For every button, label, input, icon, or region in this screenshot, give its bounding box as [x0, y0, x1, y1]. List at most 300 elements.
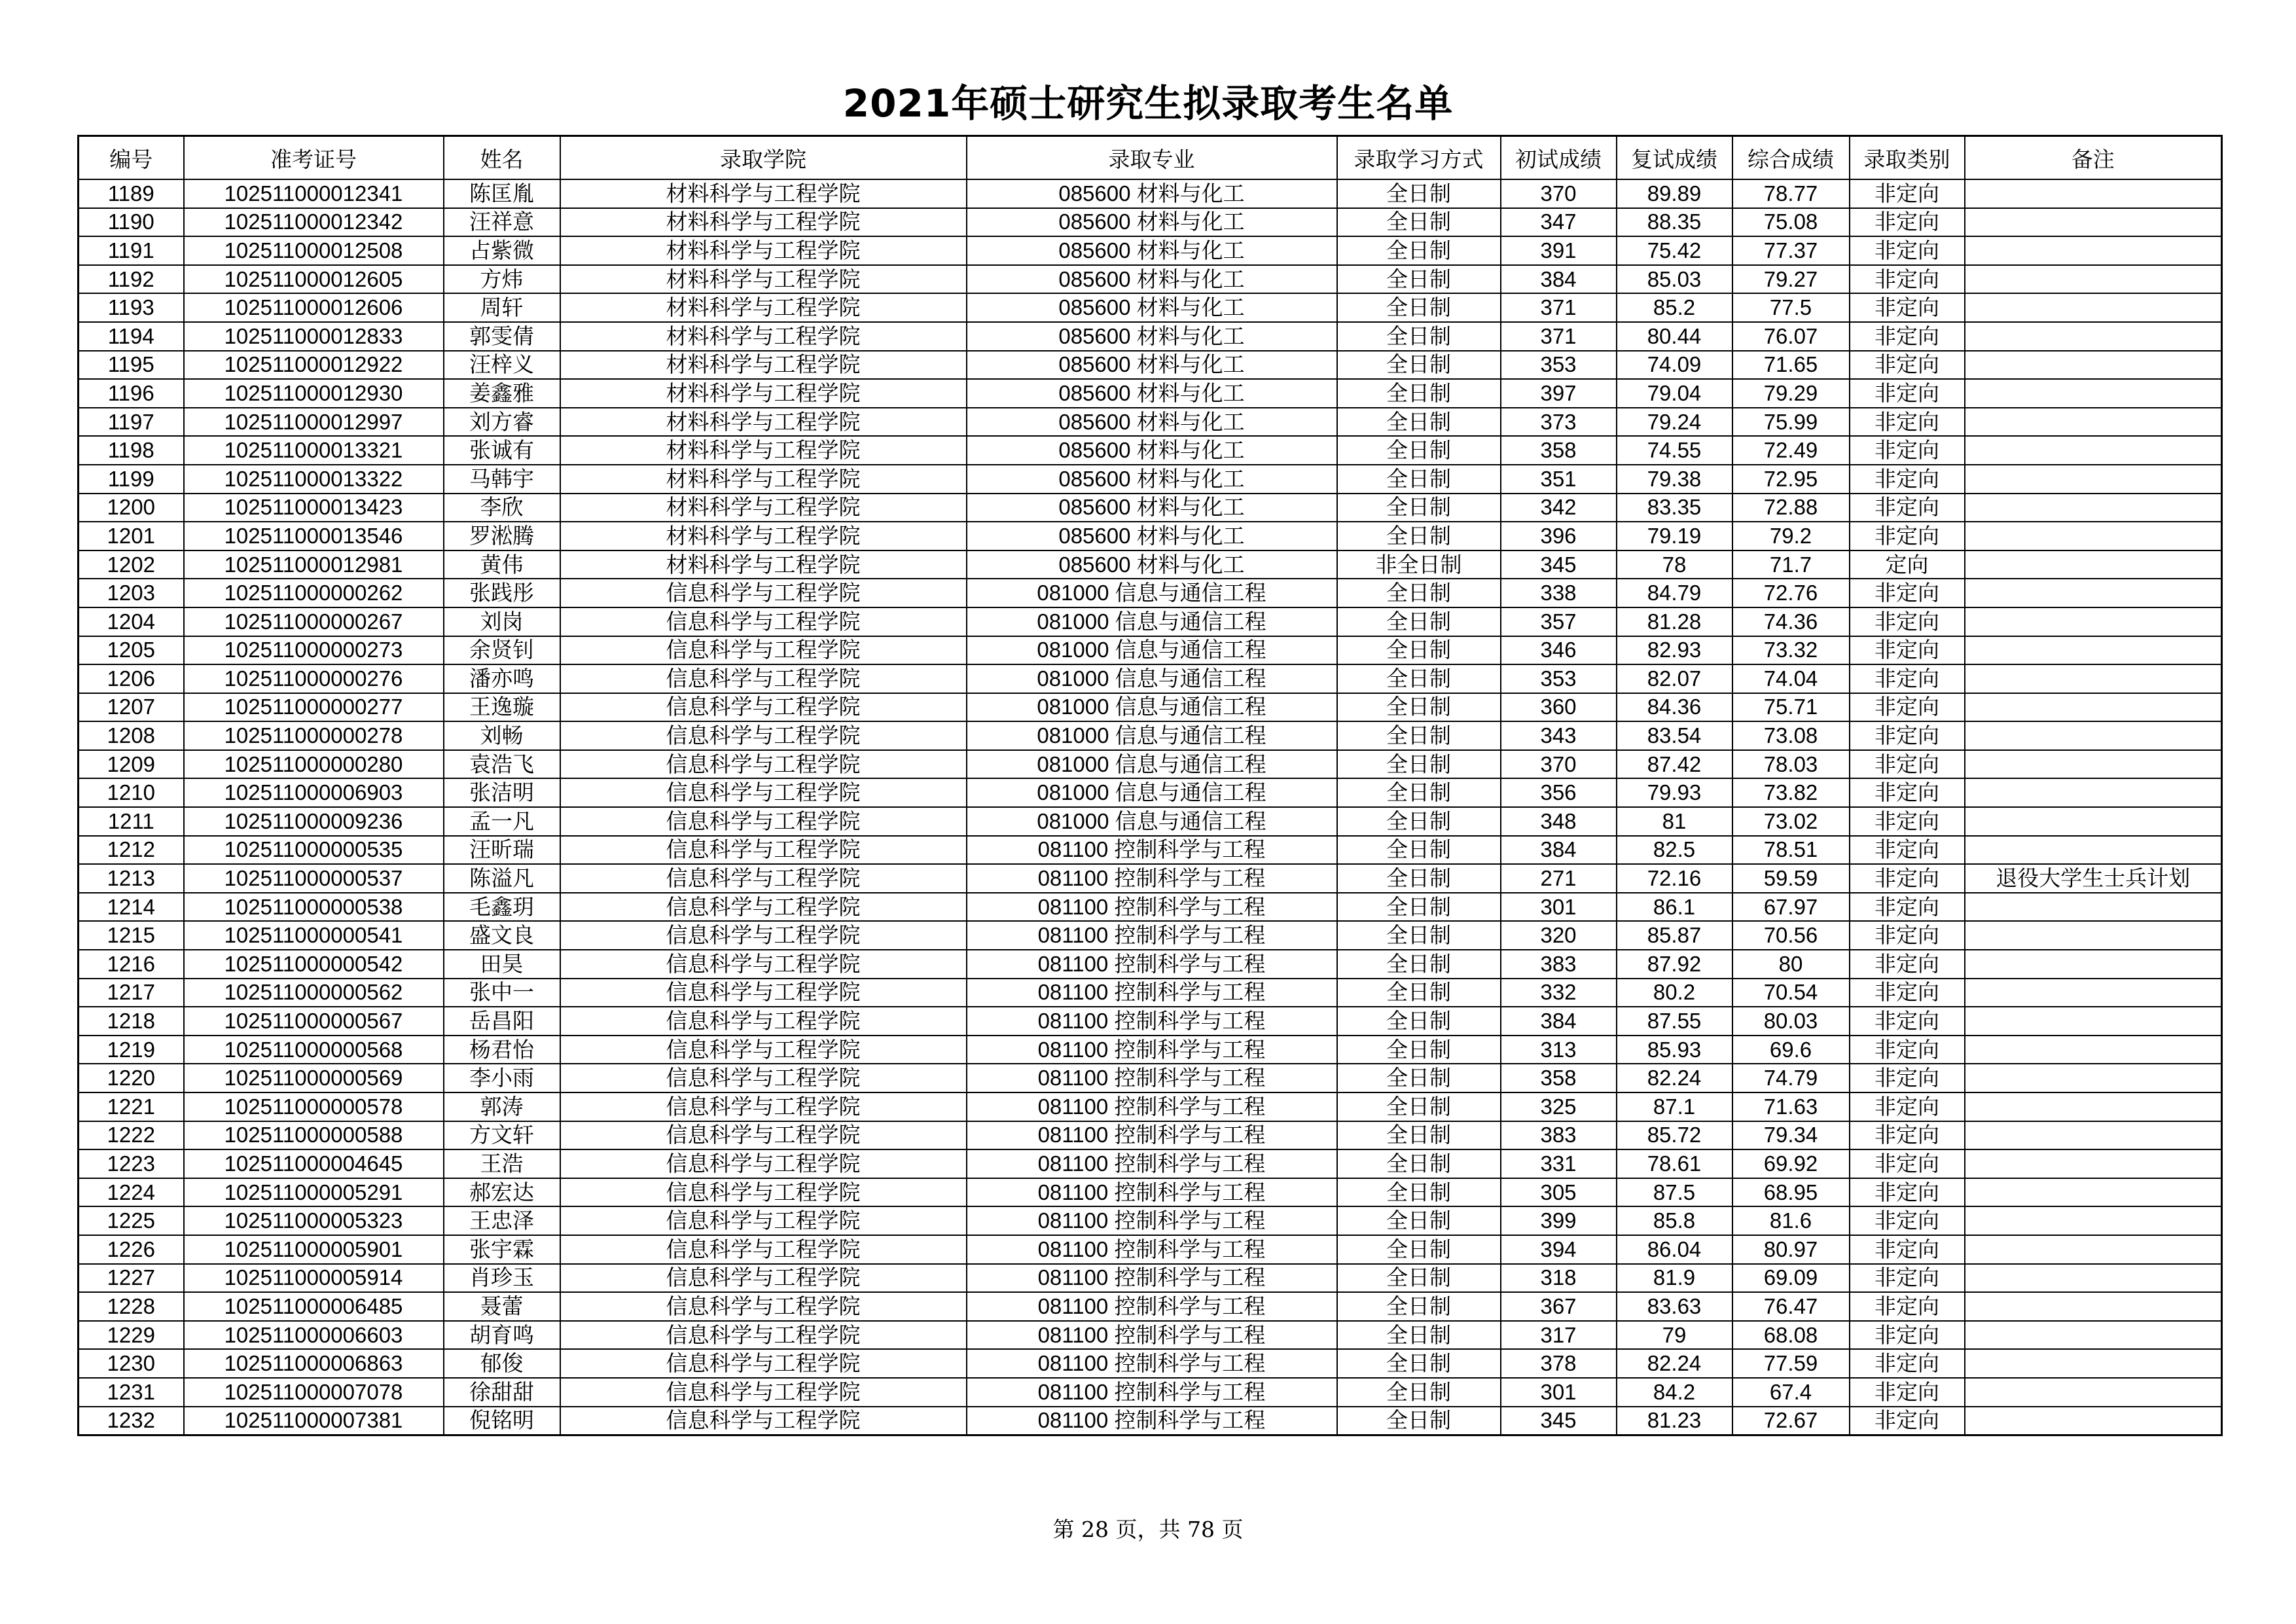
cell-retest-score: 87.42	[1617, 750, 1732, 779]
cell-total-score: 72.76	[1732, 579, 1850, 607]
cell-college: 信息科学与工程学院	[560, 807, 967, 836]
cell-exam-id: 102511000000562	[184, 979, 444, 1007]
cell-admission-type: 非定向	[1850, 979, 1965, 1007]
column-header-college: 录取学院	[560, 136, 967, 180]
cell-number: 1225	[79, 1206, 184, 1235]
cell-name: 张诚有	[444, 436, 560, 465]
cell-number: 1197	[79, 408, 184, 437]
cell-initial-score: 358	[1501, 436, 1617, 465]
cell-name: 岳昌阳	[444, 1007, 560, 1036]
cell-name: 陈匡胤	[444, 179, 560, 208]
cell-admission-type: 非定向	[1850, 1378, 1965, 1407]
cell-exam-id: 102511000006863	[184, 1349, 444, 1378]
cell-retest-score: 87.55	[1617, 1007, 1732, 1036]
cell-major: 081100 控制科学与工程	[967, 1349, 1337, 1378]
cell-number: 1195	[79, 351, 184, 380]
cell-admission-type: 非定向	[1850, 293, 1965, 322]
cell-college: 信息科学与工程学院	[560, 1178, 967, 1207]
cell-initial-score: 370	[1501, 179, 1617, 208]
cell-study-mode: 全日制	[1337, 1007, 1501, 1036]
cell-initial-score: 338	[1501, 579, 1617, 607]
cell-study-mode: 全日制	[1337, 893, 1501, 922]
table-row	[79, 1064, 2222, 1092]
cell-retest-score: 82.5	[1617, 836, 1732, 865]
cell-college: 信息科学与工程学院	[560, 1007, 967, 1036]
cell-admission-type: 非定向	[1850, 579, 1965, 607]
cell-name: 倪铭明	[444, 1407, 560, 1435]
table-row	[79, 1178, 2222, 1207]
cell-exam-id: 102511000005291	[184, 1178, 444, 1207]
cell-name: 郁俊	[444, 1349, 560, 1378]
table-row	[79, 1378, 2222, 1407]
cell-study-mode: 全日制	[1337, 579, 1501, 607]
cell-remarks	[1965, 465, 2222, 494]
cell-number: 1190	[79, 208, 184, 237]
cell-name: 袁浩飞	[444, 750, 560, 779]
cell-name: 毛鑫玥	[444, 893, 560, 922]
cell-total-score: 80	[1732, 950, 1850, 979]
cell-exam-id: 102511000000262	[184, 579, 444, 607]
table-row	[79, 1149, 2222, 1178]
cell-major: 081000 信息与通信工程	[967, 807, 1337, 836]
cell-retest-score: 75.42	[1617, 236, 1732, 265]
cell-initial-score: 346	[1501, 636, 1617, 665]
cell-initial-score: 318	[1501, 1264, 1617, 1293]
table-row	[79, 550, 2222, 579]
cell-college: 材料科学与工程学院	[560, 179, 967, 208]
cell-remarks	[1965, 494, 2222, 522]
cell-admission-type: 非定向	[1850, 1007, 1965, 1036]
cell-total-score: 79.29	[1732, 379, 1850, 408]
cell-study-mode: 全日制	[1337, 864, 1501, 893]
cell-college: 材料科学与工程学院	[560, 208, 967, 237]
cell-admission-type: 非定向	[1850, 465, 1965, 494]
cell-study-mode: 全日制	[1337, 1206, 1501, 1235]
cell-number: 1219	[79, 1036, 184, 1064]
cell-study-mode: 全日制	[1337, 322, 1501, 351]
cell-retest-score: 87.92	[1617, 950, 1732, 979]
cell-major: 081000 信息与通信工程	[967, 750, 1337, 779]
cell-remarks	[1965, 322, 2222, 351]
cell-study-mode: 全日制	[1337, 1178, 1501, 1207]
cell-retest-score: 85.03	[1617, 265, 1732, 294]
table-row	[79, 208, 2222, 237]
column-header-retest-score: 复试成绩	[1617, 136, 1732, 180]
cell-admission-type: 非定向	[1850, 1206, 1965, 1235]
cell-exam-id: 102511000000569	[184, 1064, 444, 1092]
cell-retest-score: 81.28	[1617, 607, 1732, 636]
cell-initial-score: 396	[1501, 522, 1617, 550]
cell-number: 1204	[79, 607, 184, 636]
cell-major: 081000 信息与通信工程	[967, 636, 1337, 665]
cell-major: 081100 控制科学与工程	[967, 1036, 1337, 1064]
cell-exam-id: 102511000000267	[184, 607, 444, 636]
cell-name: 胡育鸣	[444, 1321, 560, 1350]
cell-study-mode: 全日制	[1337, 351, 1501, 380]
table-row	[79, 1264, 2222, 1293]
cell-admission-type: 非定向	[1850, 436, 1965, 465]
cell-remarks	[1965, 265, 2222, 294]
cell-total-score: 80.03	[1732, 1007, 1850, 1036]
cell-college: 信息科学与工程学院	[560, 1206, 967, 1235]
cell-number: 1200	[79, 494, 184, 522]
cell-name: 罗淞腾	[444, 522, 560, 550]
cell-admission-type: 非定向	[1850, 636, 1965, 665]
cell-total-score: 78.51	[1732, 836, 1850, 865]
cell-name: 王浩	[444, 1149, 560, 1178]
cell-exam-id: 102511000000280	[184, 750, 444, 779]
cell-number: 1221	[79, 1092, 184, 1121]
cell-name: 王逸璇	[444, 693, 560, 722]
cell-exam-id: 102511000012605	[184, 265, 444, 294]
cell-college: 信息科学与工程学院	[560, 1149, 967, 1178]
cell-retest-score: 84.2	[1617, 1378, 1732, 1407]
cell-retest-score: 79	[1617, 1321, 1732, 1350]
table-row	[79, 1206, 2222, 1235]
table-row	[79, 864, 2222, 893]
cell-remarks	[1965, 778, 2222, 807]
cell-remarks	[1965, 979, 2222, 1007]
cell-study-mode: 全日制	[1337, 1036, 1501, 1064]
cell-study-mode: 全日制	[1337, 379, 1501, 408]
cell-number: 1228	[79, 1292, 184, 1321]
cell-admission-type: 非定向	[1850, 522, 1965, 550]
cell-college: 信息科学与工程学院	[560, 1378, 967, 1407]
cell-remarks	[1965, 636, 2222, 665]
cell-name: 郭涛	[444, 1092, 560, 1121]
cell-study-mode: 全日制	[1337, 750, 1501, 779]
table-row	[79, 979, 2222, 1007]
cell-number: 1226	[79, 1235, 184, 1264]
cell-admission-type: 非定向	[1850, 351, 1965, 380]
cell-college: 材料科学与工程学院	[560, 322, 967, 351]
cell-name: 张中一	[444, 979, 560, 1007]
cell-name: 孟一凡	[444, 807, 560, 836]
cell-remarks	[1965, 1235, 2222, 1264]
column-header-admission-type: 录取类别	[1850, 136, 1965, 180]
cell-number: 1214	[79, 893, 184, 922]
cell-study-mode: 全日制	[1337, 1149, 1501, 1178]
cell-total-score: 68.95	[1732, 1178, 1850, 1207]
cell-exam-id: 102511000006903	[184, 778, 444, 807]
cell-exam-id: 102511000000273	[184, 636, 444, 665]
cell-admission-type: 非定向	[1850, 693, 1965, 722]
cell-admission-type: 非定向	[1850, 950, 1965, 979]
page-title: 2021年硕士研究生拟录取考生名单	[842, 81, 1454, 126]
table-row	[79, 893, 2222, 922]
cell-total-score: 68.08	[1732, 1321, 1850, 1350]
cell-remarks	[1965, 1264, 2222, 1293]
table-row	[79, 1349, 2222, 1378]
cell-name: 汪昕瑞	[444, 836, 560, 865]
cell-admission-type: 非定向	[1850, 664, 1965, 693]
table-row	[79, 1407, 2222, 1435]
cell-remarks	[1965, 293, 2222, 322]
cell-major: 081100 控制科学与工程	[967, 864, 1337, 893]
cell-number: 1206	[79, 664, 184, 693]
cell-major: 081100 控制科学与工程	[967, 1064, 1337, 1092]
cell-retest-score: 74.09	[1617, 351, 1732, 380]
cell-retest-score: 79.38	[1617, 465, 1732, 494]
cell-study-mode: 全日制	[1337, 778, 1501, 807]
table-header-row	[79, 136, 2222, 180]
cell-admission-type: 非定向	[1850, 1349, 1965, 1378]
cell-college: 材料科学与工程学院	[560, 550, 967, 579]
cell-retest-score: 79.93	[1617, 778, 1732, 807]
cell-exam-id: 102511000000578	[184, 1092, 444, 1121]
cell-number: 1211	[79, 807, 184, 836]
cell-major: 081100 控制科学与工程	[967, 1007, 1337, 1036]
cell-total-score: 72.49	[1732, 436, 1850, 465]
column-header-initial-score: 初试成绩	[1501, 136, 1617, 180]
cell-retest-score: 81.9	[1617, 1264, 1732, 1293]
cell-initial-score: 383	[1501, 950, 1617, 979]
cell-number: 1208	[79, 721, 184, 750]
table-row	[79, 836, 2222, 865]
cell-study-mode: 全日制	[1337, 607, 1501, 636]
cell-college: 信息科学与工程学院	[560, 836, 967, 865]
cell-study-mode: 全日制	[1337, 721, 1501, 750]
cell-study-mode: 全日制	[1337, 465, 1501, 494]
cell-study-mode: 全日制	[1337, 522, 1501, 550]
cell-name: 田昊	[444, 950, 560, 979]
cell-college: 材料科学与工程学院	[560, 293, 967, 322]
cell-college: 信息科学与工程学院	[560, 1064, 967, 1092]
cell-exam-id: 102511000007381	[184, 1407, 444, 1435]
table-row	[79, 179, 2222, 208]
cell-initial-score: 399	[1501, 1206, 1617, 1235]
cell-initial-score: 343	[1501, 721, 1617, 750]
cell-retest-score: 84.36	[1617, 693, 1732, 722]
table-row	[79, 436, 2222, 465]
cell-major: 085600 材料与化工	[967, 236, 1337, 265]
cell-major: 081100 控制科学与工程	[967, 1178, 1337, 1207]
cell-initial-score: 383	[1501, 1121, 1617, 1150]
cell-retest-score: 80.2	[1617, 979, 1732, 1007]
table-row	[79, 379, 2222, 408]
table-row	[79, 1036, 2222, 1064]
cell-admission-type: 非定向	[1850, 408, 1965, 437]
cell-number: 1215	[79, 921, 184, 950]
cell-major: 081100 控制科学与工程	[967, 1264, 1337, 1293]
cell-major: 085600 材料与化工	[967, 208, 1337, 237]
cell-number: 1198	[79, 436, 184, 465]
table-row	[79, 607, 2222, 636]
cell-admission-type: 非定向	[1850, 179, 1965, 208]
cell-total-score: 69.09	[1732, 1264, 1850, 1293]
cell-name: 陈溢凡	[444, 864, 560, 893]
cell-exam-id: 102511000000277	[184, 693, 444, 722]
cell-exam-id: 102511000000276	[184, 664, 444, 693]
cell-number: 1212	[79, 836, 184, 865]
cell-total-score: 69.6	[1732, 1036, 1850, 1064]
cell-total-score: 75.08	[1732, 208, 1850, 237]
cell-college: 信息科学与工程学院	[560, 1235, 967, 1264]
cell-exam-id: 102511000012922	[184, 351, 444, 380]
cell-retest-score: 89.89	[1617, 179, 1732, 208]
cell-number: 1192	[79, 265, 184, 294]
cell-initial-score: 347	[1501, 208, 1617, 237]
cell-exam-id: 102511000000541	[184, 921, 444, 950]
cell-name: 刘方睿	[444, 408, 560, 437]
cell-major: 085600 材料与化工	[967, 179, 1337, 208]
cell-major: 081100 控制科学与工程	[967, 1121, 1337, 1150]
cell-retest-score: 82.07	[1617, 664, 1732, 693]
cell-remarks	[1965, 408, 2222, 437]
cell-exam-id: 102511000005914	[184, 1264, 444, 1293]
cell-study-mode: 全日制	[1337, 1321, 1501, 1350]
table-row	[79, 664, 2222, 693]
cell-name: 李欣	[444, 494, 560, 522]
cell-total-score: 72.67	[1732, 1407, 1850, 1435]
cell-major: 081100 控制科学与工程	[967, 921, 1337, 950]
cell-number: 1223	[79, 1149, 184, 1178]
cell-total-score: 73.82	[1732, 778, 1850, 807]
cell-remarks	[1965, 693, 2222, 722]
cell-total-score: 71.7	[1732, 550, 1850, 579]
cell-total-score: 76.47	[1732, 1292, 1850, 1321]
table-row	[79, 1235, 2222, 1264]
cell-study-mode: 全日制	[1337, 408, 1501, 437]
column-header-number: 编号	[79, 136, 184, 180]
table-row	[79, 465, 2222, 494]
cell-retest-score: 83.54	[1617, 721, 1732, 750]
cell-exam-id: 102511000013423	[184, 494, 444, 522]
cell-initial-score: 271	[1501, 864, 1617, 893]
cell-major: 085600 材料与化工	[967, 522, 1337, 550]
cell-remarks	[1965, 664, 2222, 693]
cell-number: 1196	[79, 379, 184, 408]
cell-number: 1209	[79, 750, 184, 779]
cell-exam-id: 102511000013321	[184, 436, 444, 465]
cell-name: 聂蕾	[444, 1292, 560, 1321]
cell-retest-score: 82.24	[1617, 1349, 1732, 1378]
cell-name: 徐甜甜	[444, 1378, 560, 1407]
cell-name: 张践彤	[444, 579, 560, 607]
cell-name: 黄伟	[444, 550, 560, 579]
cell-admission-type: 非定向	[1850, 1235, 1965, 1264]
cell-retest-score: 82.93	[1617, 636, 1732, 665]
cell-name: 汪梓义	[444, 351, 560, 380]
cell-initial-score: 357	[1501, 607, 1617, 636]
cell-college: 信息科学与工程学院	[560, 1292, 967, 1321]
cell-total-score: 75.99	[1732, 408, 1850, 437]
cell-remarks	[1965, 1121, 2222, 1150]
cell-remarks	[1965, 1407, 2222, 1435]
cell-admission-type: 非定向	[1850, 836, 1965, 865]
cell-retest-score: 85.2	[1617, 293, 1732, 322]
cell-name: 方文轩	[444, 1121, 560, 1150]
cell-exam-id: 102511000013546	[184, 522, 444, 550]
cell-major: 081100 控制科学与工程	[967, 979, 1337, 1007]
column-header-name: 姓名	[444, 136, 560, 180]
cell-retest-score: 88.35	[1617, 208, 1732, 237]
cell-number: 1222	[79, 1121, 184, 1150]
cell-name: 余贤钊	[444, 636, 560, 665]
table-row	[79, 1321, 2222, 1350]
cell-total-score: 79.2	[1732, 522, 1850, 550]
cell-retest-score: 86.04	[1617, 1235, 1732, 1264]
cell-total-score: 80.97	[1732, 1235, 1850, 1264]
cell-name: 姜鑫雅	[444, 379, 560, 408]
cell-major: 081000 信息与通信工程	[967, 664, 1337, 693]
column-header-major: 录取专业	[967, 136, 1337, 180]
cell-college: 信息科学与工程学院	[560, 1349, 967, 1378]
cell-number: 1194	[79, 322, 184, 351]
page-number-footer: 第 28 页，共 78 页	[1052, 1517, 1244, 1542]
cell-total-score: 71.65	[1732, 351, 1850, 380]
cell-admission-type: 非定向	[1850, 379, 1965, 408]
cell-study-mode: 全日制	[1337, 921, 1501, 950]
cell-total-score: 76.07	[1732, 322, 1850, 351]
cell-name: 盛文良	[444, 921, 560, 950]
cell-initial-score: 384	[1501, 1007, 1617, 1036]
cell-total-score: 73.02	[1732, 807, 1850, 836]
cell-college: 材料科学与工程学院	[560, 265, 967, 294]
cell-college: 材料科学与工程学院	[560, 465, 967, 494]
cell-initial-score: 331	[1501, 1149, 1617, 1178]
cell-name: 王忠泽	[444, 1206, 560, 1235]
table-row	[79, 750, 2222, 779]
cell-remarks	[1965, 1206, 2222, 1235]
cell-retest-score: 85.72	[1617, 1121, 1732, 1150]
cell-total-score: 74.36	[1732, 607, 1850, 636]
cell-initial-score: 305	[1501, 1178, 1617, 1207]
cell-retest-score: 81	[1617, 807, 1732, 836]
table-row	[79, 636, 2222, 665]
cell-number: 1210	[79, 778, 184, 807]
table-row	[79, 579, 2222, 607]
cell-college: 信息科学与工程学院	[560, 1092, 967, 1121]
cell-major: 081100 控制科学与工程	[967, 1092, 1337, 1121]
cell-total-score: 71.63	[1732, 1092, 1850, 1121]
cell-admission-type: 非定向	[1850, 1264, 1965, 1293]
cell-total-score: 77.37	[1732, 236, 1850, 265]
cell-study-mode: 全日制	[1337, 208, 1501, 237]
cell-college: 材料科学与工程学院	[560, 379, 967, 408]
cell-retest-score: 87.1	[1617, 1092, 1732, 1121]
cell-remarks	[1965, 921, 2222, 950]
cell-major: 085600 材料与化工	[967, 293, 1337, 322]
table-row	[79, 721, 2222, 750]
cell-study-mode: 全日制	[1337, 436, 1501, 465]
cell-total-score: 73.08	[1732, 721, 1850, 750]
cell-exam-id: 102511000000535	[184, 836, 444, 865]
cell-retest-score: 78	[1617, 550, 1732, 579]
cell-total-score: 75.71	[1732, 693, 1850, 722]
cell-number: 1227	[79, 1264, 184, 1293]
cell-college: 信息科学与工程学院	[560, 778, 967, 807]
cell-total-score: 72.95	[1732, 465, 1850, 494]
cell-name: 杨君怡	[444, 1036, 560, 1064]
cell-college: 信息科学与工程学院	[560, 1036, 967, 1064]
table-row	[79, 950, 2222, 979]
cell-retest-score: 83.63	[1617, 1292, 1732, 1321]
cell-admission-type: 非定向	[1850, 1149, 1965, 1178]
cell-major: 081000 信息与通信工程	[967, 579, 1337, 607]
cell-initial-score: 325	[1501, 1092, 1617, 1121]
cell-retest-score: 86.1	[1617, 893, 1732, 922]
cell-study-mode: 全日制	[1337, 950, 1501, 979]
cell-remarks: 退役大学生士兵计划	[1965, 864, 2222, 893]
cell-initial-score: 348	[1501, 807, 1617, 836]
cell-remarks	[1965, 436, 2222, 465]
cell-name: 刘畅	[444, 721, 560, 750]
cell-number: 1191	[79, 236, 184, 265]
cell-name: 潘亦鸣	[444, 664, 560, 693]
cell-college: 信息科学与工程学院	[560, 636, 967, 665]
cell-number: 1201	[79, 522, 184, 550]
